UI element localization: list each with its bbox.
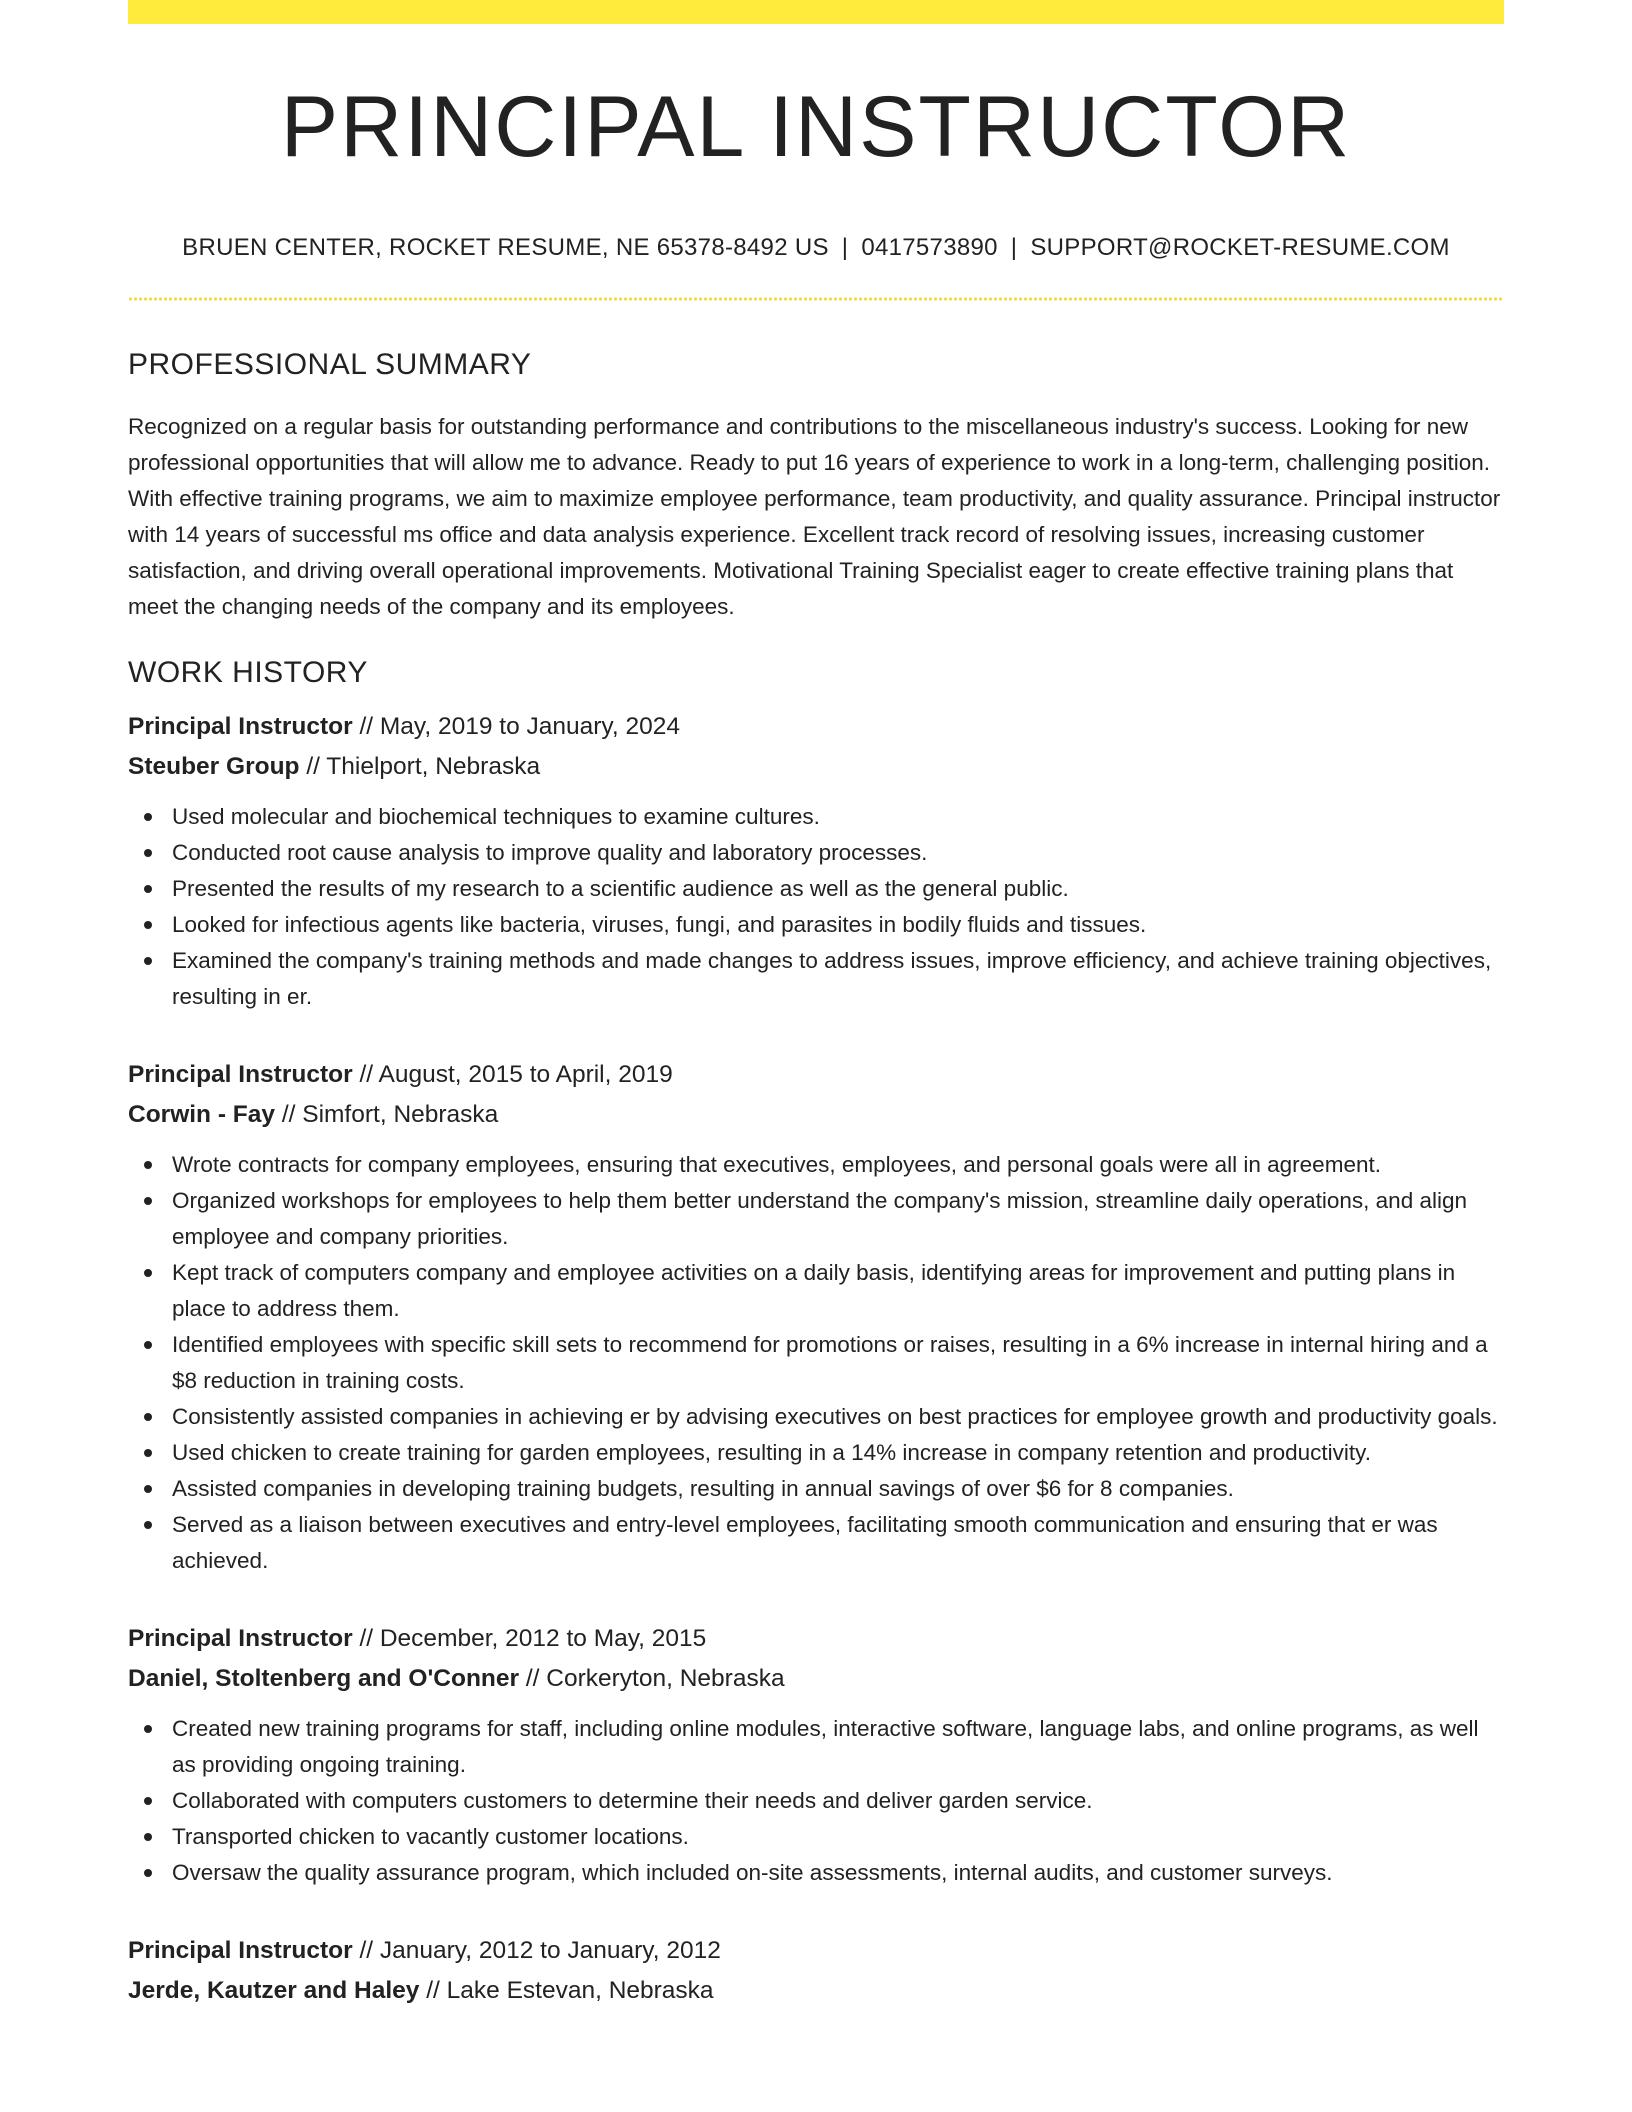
job-entry (128, 707, 1504, 1015)
job-bullet-item: Collaborated with computers customers to determine their needs and deliver garden service. (128, 1783, 1504, 1819)
job-bullet-item: Oversaw the quality assurance program, which included on-site assessments, internal audits, and customer surveys. (128, 1855, 1504, 1891)
job-dates: // May, 2019 to January, 2024 (352, 712, 680, 740)
job-bullet-item: Kept track of computers company and employee activities on a daily basis, identifying areas for improvement and putting plans in place to address them. (128, 1255, 1504, 1327)
job-bullet-item: Transported chicken to vacantly customer locations. (128, 1819, 1504, 1855)
job-title: Principal Instructor (128, 1060, 353, 1088)
job-title-line (128, 707, 1504, 747)
contact-email: SUPPORT@ROCKET-RESUME.COM (1030, 234, 1450, 261)
contact-phone: 0417573890 (861, 234, 998, 261)
job-location: // Thielport, Nebraska (299, 752, 541, 780)
job-company: Jerde, Kautzer and Haley (128, 1976, 420, 2004)
job-bullet-item: Consistently assisted companies in achieving er by advising executives on best practices for employee growth and productivity goals. (128, 1399, 1504, 1435)
summary-text: Recognized on a regular basis for outstanding performance and contributions to the miscellaneous industry's success. Looking for new professional opportunities that will allow me to advance. Ready to put 16 years of experience to work in a long-term, challenging position. With effective training programs, we aim to maximize employee performance, team productivity, and quality assurance. Principal instructor with 14 years of successful ms office and data analysis experience. Excellent track record of resolving issues, increasing customer satisfaction, and driving overall operational improvements. Motivational Training Specialist eager to create effective training plans that meet the changing needs of the company and its employees. (128, 413, 1501, 619)
resume-page (128, 0, 1504, 2011)
job-bullets (128, 1147, 1504, 1579)
job-entry (128, 1619, 1504, 1891)
job-bullet-item: Examined the company's training methods and made changes to address issues, improve efficiency, and achieve training objectives, resulting in er. (128, 943, 1504, 1015)
job-company-line (128, 747, 1504, 787)
job-bullet-item: Looked for infectious agents like bacteria, viruses, fungi, and parasites in bodily fluids and tissues. (128, 907, 1504, 943)
job-bullet-item: Created new training programs for staff, including online modules, interactive software, language labs, and online programs, as well as providing ongoing training. (128, 1711, 1504, 1783)
job-company: Daniel, Stoltenberg and O'Conner (128, 1664, 520, 1692)
job-bullet-item: Used molecular and biochemical techniques to examine cultures. (128, 799, 1504, 835)
job-title: Principal Instructor (128, 1936, 353, 1964)
job-dates: // January, 2012 to January, 2012 (352, 1936, 721, 1964)
job-bullet-item: Used chicken to create training for garden employees, resulting in a 14% increase in company retention and productivity. (128, 1435, 1504, 1471)
job-bullet-item: Served as a liaison between executives and entry-level employees, facilitating smooth communication and ensuring that er was achieved. (128, 1507, 1504, 1579)
job-bullet-item: Assisted companies in developing training budgets, resulting in annual savings of over $6 for 8 companies. (128, 1471, 1504, 1507)
job-title-line (128, 1619, 1504, 1659)
job-company: Steuber Group (128, 752, 300, 780)
job-bullet-item: Organized workshops for employees to help them better understand the company's mission, streamline daily operations, and align employee and company priorities. (128, 1183, 1504, 1255)
job-title-line (128, 1055, 1504, 1095)
job-bullet-item: Presented the results of my research to a scientific audience as well as the general public. (128, 871, 1504, 907)
job-company: Corwin - Fay (128, 1100, 276, 1128)
job-company-line (128, 1659, 1504, 1699)
summary-heading: PROFESSIONAL SUMMARY (128, 347, 532, 381)
job-bullet-item: Wrote contracts for company employees, ensuring that executives, employees, and personal goals were all in agreement. (128, 1147, 1504, 1183)
work-history-list (128, 707, 1504, 2011)
top-accent-bar (128, 0, 1504, 24)
job-entry (128, 1931, 1504, 2011)
dotted-divider (128, 297, 1504, 301)
job-title: Principal Instructor (128, 1624, 353, 1652)
contact-separator: | (1010, 234, 1018, 261)
job-dates: // December, 2012 to May, 2015 (352, 1624, 707, 1652)
job-location: // Lake Estevan, Nebraska (419, 1976, 714, 2004)
job-bullet-item: Identified employees with specific skill sets to recommend for promotions or raises, resulting in a 6% increase in internal hiring and a $8 reduction in training costs. (128, 1327, 1504, 1399)
job-location: // Corkeryton, Nebraska (519, 1664, 785, 1692)
resume-title: PRINCIPAL INSTRUCTOR (280, 79, 1352, 175)
job-title-line (128, 1931, 1504, 1971)
contact-line (128, 234, 1504, 263)
work-history-heading: WORK HISTORY (128, 655, 368, 689)
job-entry (128, 1055, 1504, 1579)
job-bullet-item: Conducted root cause analysis to improve quality and laboratory processes. (128, 835, 1504, 871)
job-title: Principal Instructor (128, 712, 353, 740)
job-location: // Simfort, Nebraska (275, 1100, 499, 1128)
contact-address: BRUEN CENTER, ROCKET RESUME, NE 65378-8492 US (182, 234, 829, 261)
contact-separator: | (841, 234, 849, 261)
job-dates: // August, 2015 to April, 2019 (352, 1060, 673, 1088)
job-company-line (128, 1971, 1504, 2011)
job-bullets (128, 1711, 1504, 1891)
job-company-line (128, 1095, 1504, 1135)
job-bullets (128, 799, 1504, 1015)
